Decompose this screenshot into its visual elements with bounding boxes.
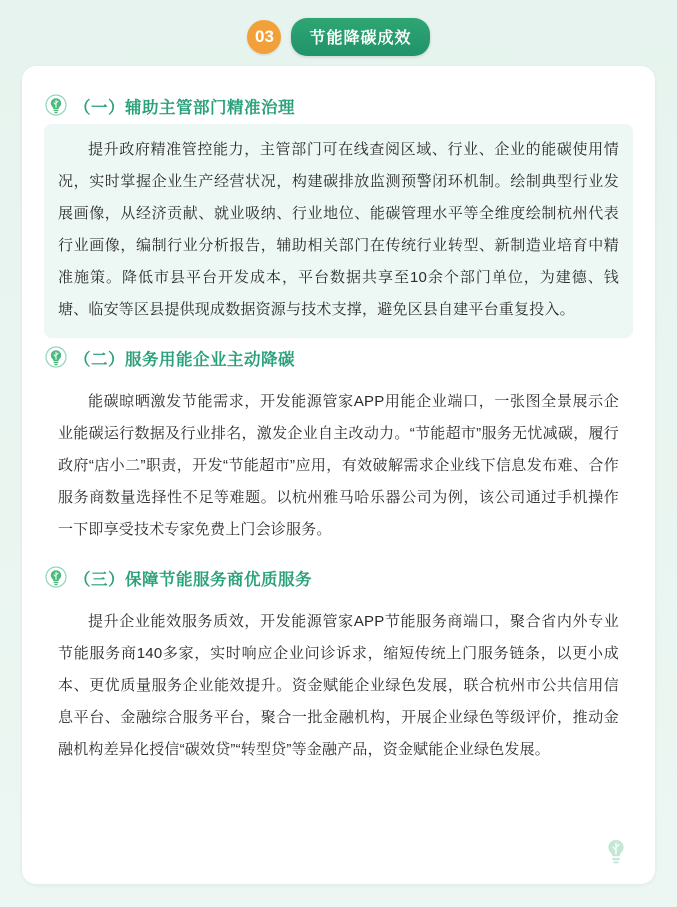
section-heading-2 xyxy=(44,346,633,370)
lightbulb-watermark-icon xyxy=(603,838,629,868)
section-body-block-2 xyxy=(44,376,633,558)
section-paragraph-1: 提升政府精准管控能力，主管部门可在线查阅区域、行业、企业的能碳使用情况，实时掌握企业生产经营状况，构建碳排放监测预警闭环机制。绘制典型行业发展画像，从经济贡献、就业吸纳、行业地位、能碳管理水平等全维度绘制杭州代表行业画像，编制行业分析报告，辅助相关部门在传统行业转型、新制造业培育中精准施策。降低市县平台开发成本，平台数据共享至10余个部门单位，为建德、钱塘、临安等区县提供现成数据资源与技术支撑，避免区县自建平台重复投入。 xyxy=(58,141,619,318)
section-paragraph-2: 能碳晾晒激发节能需求，开发能源管家APP用能企业端口，一张图全景展示企业能碳运行数据及行业排名，激发企业自主改动力。“节能超市”服务无忧减碳，履行政府“店小二”职责，开发“节能超市”应用，有效破解需求企业线下信息发布难、合作服务商数量选择性不足等难题。以杭州雅马哈乐器公司为例，该公司通过手机操作一下即享受技术专家免费上门会诊服务。 xyxy=(58,393,619,538)
section-paragraph-3: 提升企业能效服务质效，开发能源管家APP节能服务商端口，聚合省内外专业节能服务商140多家，实时响应企业问诊诉求，缩短传统上门服务链条，以更小成本、更优质量服务企业能效提升。资金赋能企业绿色发展，联合杭州市公共信用信息平台、金融综合服务平台，聚合一批金融机构，开展企业绿色等级评价，推动金融机构差异化授信“碳效贷”“转型贷”等金融产品，资金赋能企业绿色发展。 xyxy=(58,613,619,758)
section-heading-3 xyxy=(44,566,633,590)
page-header xyxy=(0,0,677,70)
section-heading-1 xyxy=(44,94,633,118)
lightbulb-icon xyxy=(44,566,68,590)
section-title-2: （二）服务用能企业主动降碳 xyxy=(74,351,295,369)
content-inner xyxy=(22,66,655,794)
section-title-3: （三）保障节能服务商优质服务 xyxy=(74,571,312,589)
section-title-1: （一）辅助主管部门精准治理 xyxy=(74,99,295,117)
section-body-block-3 xyxy=(44,596,633,778)
lightbulb-icon xyxy=(44,346,68,370)
content-card xyxy=(22,66,655,884)
section-number-badge: 03 xyxy=(247,20,281,54)
lightbulb-icon xyxy=(44,94,68,118)
page-title: 节能降碳成效 xyxy=(291,18,429,56)
section-body-block-1 xyxy=(44,124,633,338)
